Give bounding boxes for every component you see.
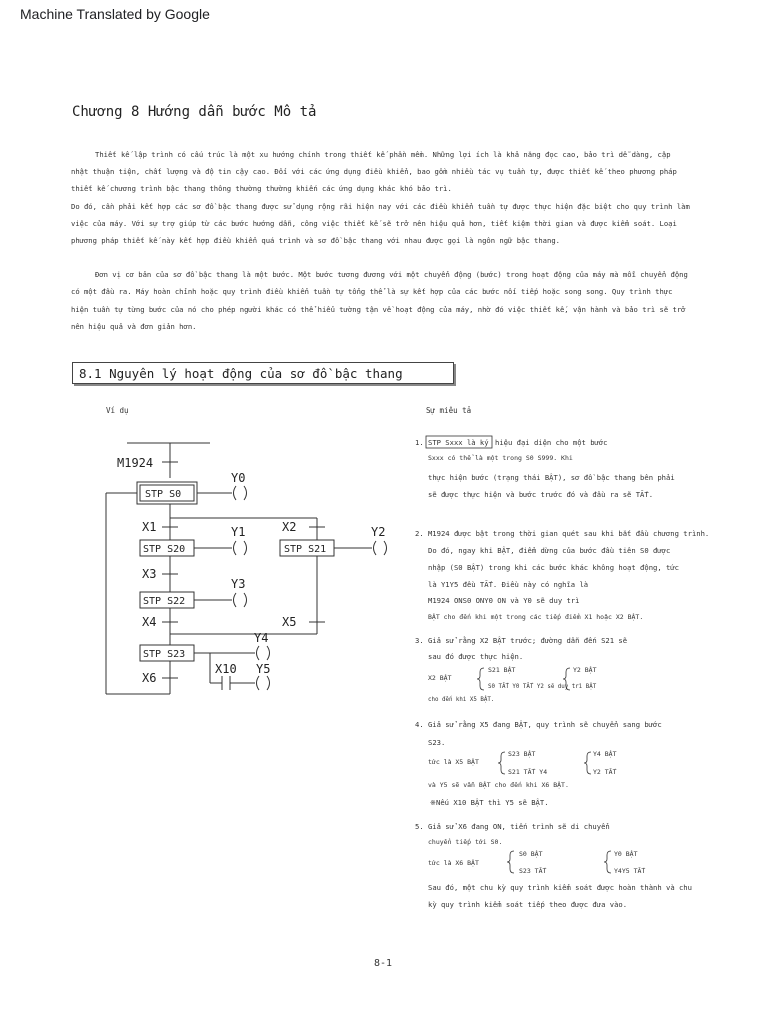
label-stp-s23: STP S23 — [143, 649, 186, 660]
label-m1924: M1924 — [117, 456, 154, 470]
label-y4: Y4 — [254, 631, 269, 645]
desc-5-x6-on: tức là X6 BẬT — [428, 859, 479, 867]
desc-1-rest: hiệu đại diện cho một bước — [495, 438, 608, 447]
machine-translation-banner: Machine Translated by Google — [20, 6, 210, 22]
desc-5-line-4: kỳ quy trình kiểm soát tiếp theo được đưa vào. — [428, 900, 628, 909]
chapter-title: Chương 8 Hướng dẫn bước Mô tả — [72, 104, 317, 120]
label-y5: Y5 — [256, 662, 271, 676]
label-x4: X4 — [142, 615, 157, 629]
coil-y3-right — [244, 593, 247, 607]
coil-y5-left — [257, 676, 260, 690]
desc-5-line-2: chuyển tiếp tới S0. — [428, 838, 503, 846]
coil-y4-left — [257, 646, 260, 660]
desc-1-line-4: sẽ được thực hiện và bước trước đó và đầu ra sẽ TẮT. — [428, 490, 654, 499]
label-y2: Y2 — [371, 525, 386, 539]
desc-1-boxed: STP Sxxx là ký — [428, 438, 489, 447]
label-y3: Y3 — [231, 577, 246, 591]
label-stp-s0: STP S0 — [145, 489, 182, 500]
desc-4-line-2: S23. — [428, 738, 446, 747]
desc-4-x5-on: tức là X5 BẬT — [428, 758, 479, 766]
intro-paragraph-3: Đơn vị cơ bản của sơ đồ bậc thang là một bước. Một bước tương đương với một chuyển động (bước) trong hoạt động của máy mà mỗi chuyển động có một đầu ra. Máy hoàn chỉnh hoặc quy trình điều khiển tuần tự tổng thể là sự kết hợp của các bước nối tiếp hoặc song song. Quy trình thực hiện tuần tự từng bước của nó cho phép người khác có thể hiểu tường tận về hoạt động của máy, nhờ đó việc thiết kế, vận hành và bảo trì sẽ trở nên hiệu quả và đơn giản hơn. — [71, 270, 688, 331]
example-label: Ví dụ — [106, 406, 129, 415]
desc-2-line-5: M1924 ONS0 ONY0 ON và Y0 sẽ duy trì — [428, 596, 580, 605]
coil-y4-right — [267, 646, 270, 660]
desc-5-line-1: 5. Giả sử X6 đang ON, tiến trình sẽ di chuyển — [415, 822, 610, 831]
coil-y1-left — [234, 541, 237, 555]
desc-3-line-1: 3. Giả sử rằng X2 BẬT trước; đường dẫn đến S21 sẽ — [415, 636, 628, 645]
label-stp-s20: STP S20 — [143, 544, 186, 555]
coil-y1-right — [244, 541, 247, 555]
desc-4-y4-on: Y4 BẬT — [593, 750, 617, 758]
desc-4-s23-on: S23 BẬT — [508, 750, 536, 758]
label-y0: Y0 — [231, 471, 246, 485]
desc-2-line-2: Do đó, ngay khi BẬT, điểm dừng của bước đầu tiên S0 được — [428, 546, 671, 555]
label-x3: X3 — [142, 567, 157, 581]
desc-3-x2-on: X2 BẬT — [428, 674, 452, 682]
coil-y2-right — [384, 541, 387, 555]
desc-3-line-2: sau đó được thực hiện. — [428, 652, 524, 661]
desc-1-line-2: Sxxx có thể là một trong S0 S999. Khi — [428, 454, 573, 462]
label-x5: X5 — [282, 615, 297, 629]
desc-4-line-1: 4. Giả sử rằng X5 đang BẬT, quy trình sẽ chuyển sang bước — [415, 720, 662, 729]
desc-2-line-6: BẬT cho đến khi một trong các tiếp điểm X1 hoặc X2 BẬT. — [428, 613, 644, 621]
desc-3-off: S0 TẮT Y0 TẮT Y2 sẽ duy trì BẬT — [488, 684, 597, 690]
desc-5-y4y5-off: Y4Y5 TẮT — [614, 867, 646, 875]
desc-1-number: 1. — [415, 438, 424, 447]
desc-5-s0-on: S0 BẬT — [519, 850, 543, 858]
desc-4-note: ※Nếu X10 BẬT thì Y5 sẽ BẬT. — [430, 798, 549, 807]
desc-3-s21-on: S21 BẬT — [488, 666, 516, 674]
desc-4-line-3: và Y5 sẽ vẫn BẬT cho đến khi X6 BẬT. — [428, 781, 569, 789]
coil-group — [234, 486, 387, 690]
desc-4-s21-off: S21 TẮT Y4 — [508, 768, 548, 776]
coil-y2-left — [374, 541, 377, 555]
label-x10: X10 — [215, 662, 237, 676]
label-x1: X1 — [142, 520, 157, 534]
label-y1: Y1 — [231, 525, 246, 539]
coil-y0-right — [244, 486, 247, 500]
label-x2: X2 — [282, 520, 297, 534]
desc-5-s23-off: S23 TẮT — [519, 867, 547, 875]
desc-3-until: cho đến khi X5 BẬT. — [428, 697, 495, 703]
desc-2-line-1: 2. M1924 được bật trong thời gian quét sau khi bắt đầu chương trình. — [415, 529, 710, 538]
desc-1-line-3: thực hiện bước (trạng thái BẬT), sơ đồ bậc thang bên phải — [428, 473, 675, 482]
desc-3-y2-on: Y2 BẬT — [573, 666, 597, 674]
page-number: 8-1 — [374, 958, 393, 969]
intro-paragraph-1: Thiết kế lập trình có cấu trúc là một xu hướng chính trong thiết kế phần mềm. Những lợi ích là khả năng đọc cao, bảo trì dễ dàng, cập nhật thuận tiện, chất lượng và độ tin cậy cao. Đối với các ứng dụng điều khiển, bao gồm nhiều tác vụ tuần tự, được thiết kế theo phương pháp thiết kế chương trình bậc thang thông thường thường khiến các ứng dụng khác khó bảo trì. — [71, 150, 677, 194]
desc-4-y2-off: Y2 TẮT — [593, 768, 617, 776]
desc-2-line-3: nhập (S0 BẬT) trong khi các bước khác không hoạt động, tức — [428, 563, 679, 572]
desc-5-y0-on: Y0 BẬT — [614, 850, 638, 858]
description-label: Sự miêu tả — [426, 406, 472, 415]
coil-y3-left — [234, 593, 237, 607]
section-title: 8.1 Nguyên lý hoạt động của sơ đồ bậc thang — [79, 366, 403, 381]
label-x6: X6 — [142, 671, 157, 685]
coil-y5-right — [267, 676, 270, 690]
coil-y0-left — [234, 486, 237, 500]
intro-paragraph-2: Do đó, cần phải kết hợp các sơ đồ bậc thang được sử dụng rộng rãi hiện nay với các điều khiển tuần tự được thực hiện đặc biệt cho quy trình làm việc của máy. Với sự trợ giúp từ các bước hướng dẫn, công việc thiết kế sẽ trở nên hiệu quả hơn, tiết kiệm thời gian và được kiểm soát. Loại phương pháp thiết kế này kết hợp điều khiển quá trình và sơ đồ bậc thang với nhau được gọi là ngôn ngữ bậc thang. — [71, 201, 690, 246]
label-stp-s22: STP S22 — [143, 596, 186, 607]
label-stp-s21: STP S21 — [284, 544, 327, 555]
desc-2-line-4: là Y1Y5 đều TẮT. Điều này có nghĩa là — [428, 580, 589, 589]
desc-5-line-3: Sau đó, một chu kỳ quy trình kiểm soát được hoàn thành và chu — [428, 883, 692, 892]
